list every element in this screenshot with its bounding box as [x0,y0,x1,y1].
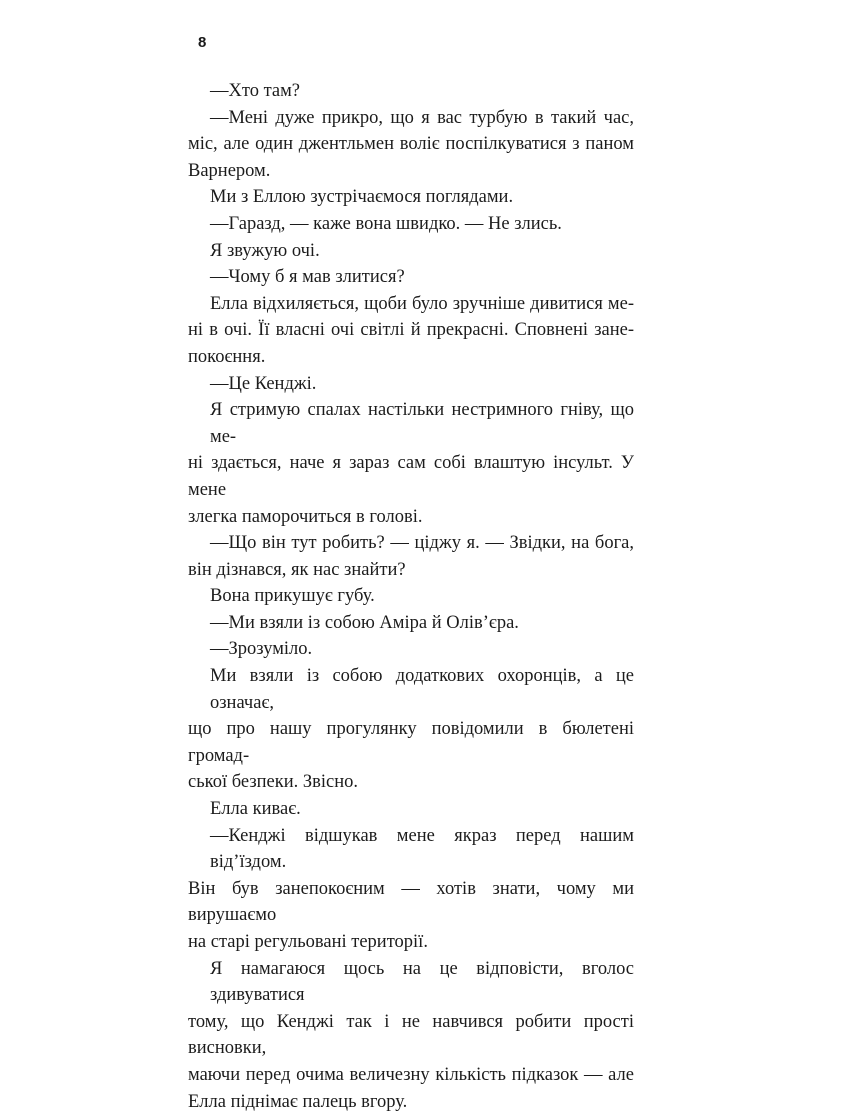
text-line: —Чому б я мав злитися? [210,267,405,288]
text-line: Вона прикушує губу. [210,586,375,607]
text-line: на старі регульовані території. [188,932,428,952]
text-line: маючи перед очима величезну кількість підказок — але [188,1064,634,1085]
text-line: міс, але один джентльмен воліє поспілкуватися з паном [188,134,634,155]
text-line: покоєння. [188,346,266,367]
text-line: Елла киває. [210,799,301,820]
text-line: ської безпеки. Звісно. [188,772,359,793]
text-line: ні в очі. Її власні очі світлі й прекрасні. Сповнені зане- [188,320,634,341]
text-line: Я стримую спалах настільки нестримного гніву, що ме- [210,400,634,447]
text-line: він дізнався, як нас знайти? [188,559,406,580]
body-text [188,78,634,1115]
text-line: Я намагаюся щось на це відповісти, вголос здивуватися [210,958,634,1006]
text-line: злегка паморочиться в голові. [188,506,423,527]
text-line: —Мені дуже прикро, що я вас турбую в такий час, [210,107,634,128]
text-line: —Ми взяли із собою Аміра й Олів’єра. [210,612,519,633]
text-line: Я звужую очі. [210,240,320,261]
text-line: Ми взяли із собою додаткових охоронців, а це означає, [210,666,634,713]
text-line: ні здається, наче я зараз сам собі влаштую інсульт. У мене [188,453,634,500]
text-line: —Кенджі відшукав мене якраз перед нашим від’їздом. [210,825,634,873]
text-line: —Зрозуміло. [210,639,313,660]
text-line: Елла відхиляється, щоби було зручніше дивитися ме- [210,293,634,314]
page-number: 8 [198,34,207,51]
text-line: —Гаразд, — каже вона швидко. — Не злись. [210,213,562,234]
text-line: тому, що Кенджі так і не навчився робити прості висновки, [188,1011,634,1059]
text-line: —Що він тут робить? — ціджу я. — Звідки, на бога, [210,533,634,554]
text-line: Ми з Еллою зустрічаємося поглядами. [210,187,514,208]
text-line: —Це Кенджі. [210,373,317,394]
text-line: Варнером. [188,160,271,181]
text-line: Елла піднімає палець вгору. [188,1091,408,1112]
text-line: що про нашу прогулянку повідомили в бюлетені громад- [188,719,634,766]
text-line: —Хто там? [210,81,301,101]
text-line: Він був занепокоєним — хотів знати, чому ми вирушаємо [188,878,634,926]
